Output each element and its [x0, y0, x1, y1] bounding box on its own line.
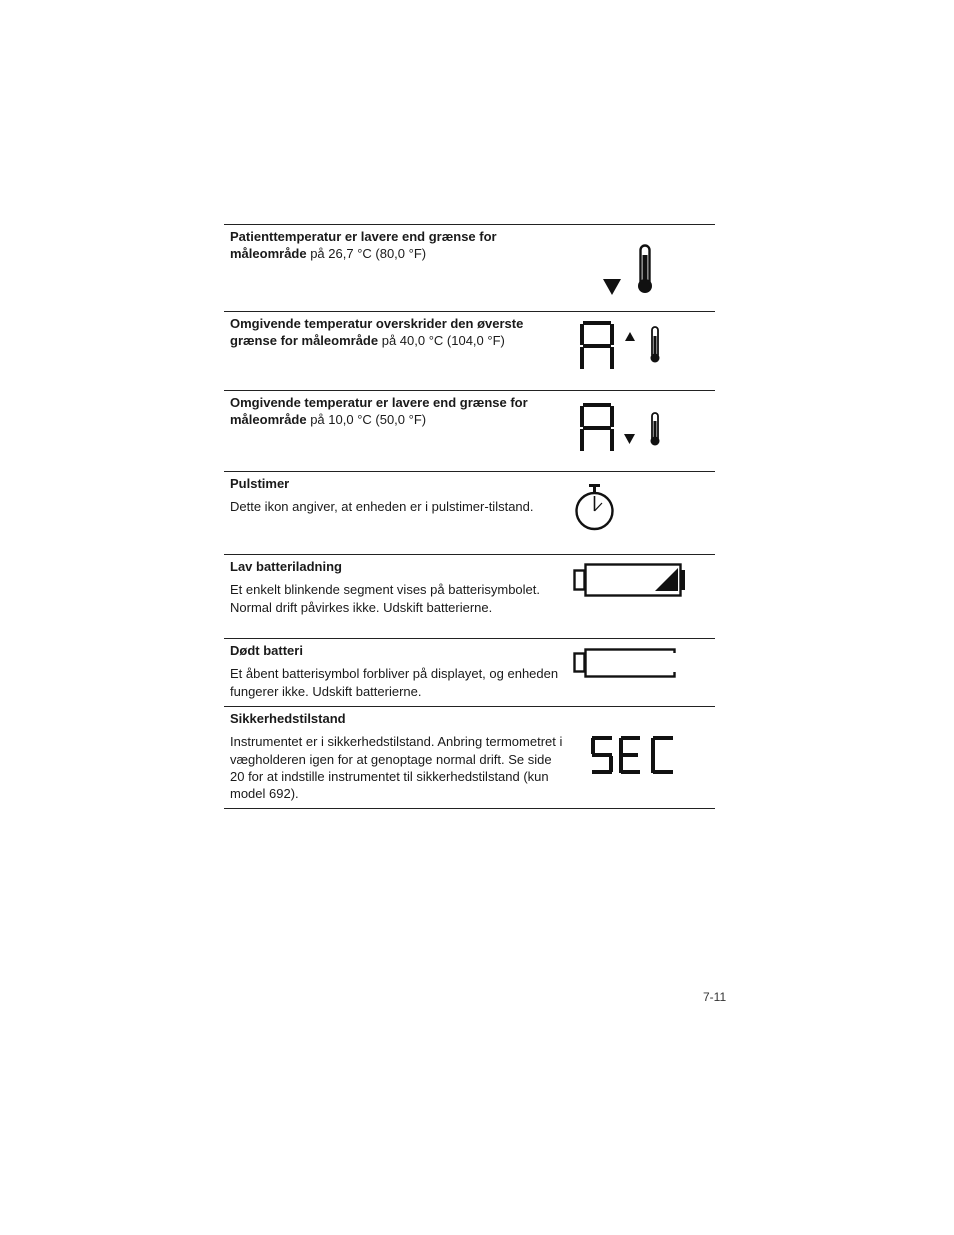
row-title: Omgivende temperatur overskrider den øverste grænse for måleområde [230, 316, 524, 349]
row-description [230, 642, 565, 700]
row-body: Dette ikon angiver, at enheden er i pulstimer-tilstand. [230, 499, 534, 515]
table-row-pulse-timer [224, 471, 715, 554]
row-description [230, 315, 565, 350]
table-row-dead-battery [224, 638, 715, 706]
row-title: Dødt batteri [230, 643, 303, 658]
high-ambient-temperature-icon [569, 312, 715, 390]
row-title: Omgivende temperatur er lavere end grænse for måleområde [230, 395, 528, 428]
row-body: Instrumentet er i sikkerhedstilstand. Anbring termometret i vægholderen igen for at genoptage normal drift. Se side 20 for at indstille instrumentet til sikkerhedstilstand (kun model 692). [230, 734, 563, 802]
row-description [230, 710, 565, 802]
row-body: Et åbent batterisymbol forbliver på displayet, og enheden fungerer ikke. Udskift batterierne. [230, 666, 559, 699]
row-title: Sikkerhedstilstand [230, 711, 346, 726]
low-battery-icon [569, 555, 715, 638]
row-detail: på 10,0 °C (50,0 °F) [306, 412, 427, 428]
row-detail: på 40,0 °C (104,0 °F) [378, 333, 505, 349]
row-description [230, 228, 565, 263]
table-row-low-battery [224, 554, 715, 638]
low-ambient-temperature-icon [569, 391, 715, 471]
page-number: 7-11 [703, 990, 727, 1004]
row-title: Patienttemperatur er lavere end grænse for måleområde [230, 229, 497, 262]
table-row-low-ambient-temperature [224, 390, 715, 471]
row-body: Et enkelt blinkende segment vises på batterisymbolet. Normal drift påvirkes ikke. Udskift batterierne. [230, 582, 541, 615]
row-title: Lav batteriladning [230, 559, 342, 574]
table-row-low-patient-temperature [224, 224, 715, 311]
stopwatch-icon [569, 472, 715, 554]
display-icon-table [224, 224, 715, 809]
table-row-high-ambient-temperature [224, 311, 715, 390]
row-description [230, 394, 565, 429]
security-mode-display-icon [569, 707, 715, 808]
row-title: Pulstimer [230, 476, 290, 491]
row-description [230, 475, 565, 516]
row-detail: på 26,7 °C (80,0 °F) [306, 246, 427, 262]
low-patient-temperature-icon [569, 225, 715, 311]
table-row-security-mode [224, 706, 715, 809]
dead-battery-icon [569, 639, 715, 706]
row-description [230, 558, 565, 616]
